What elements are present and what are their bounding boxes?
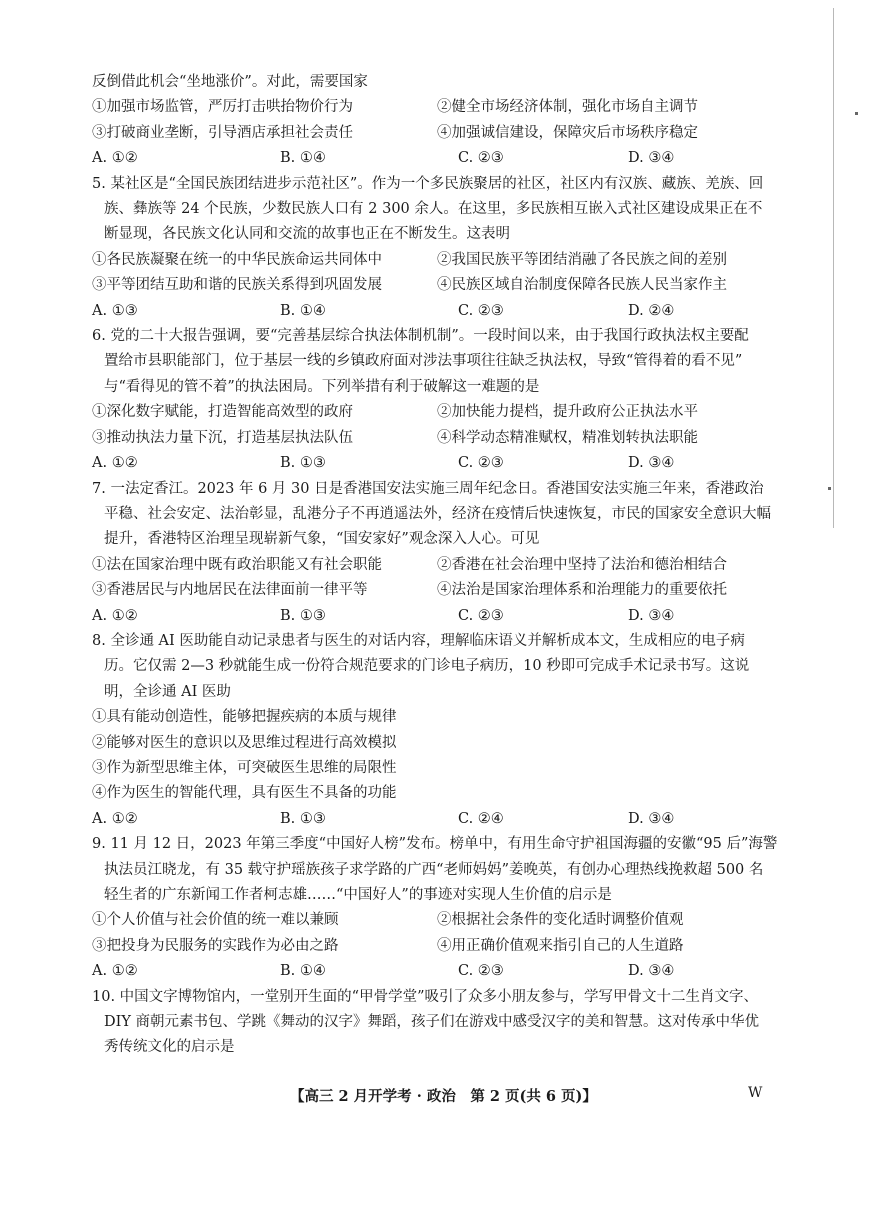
q8-answer-b: B. ①③ [280,810,326,827]
q4-options-row-2 [92,121,782,146]
q4-option-3: ③打破商业垄断，引导酒店承担社会责任 [92,124,353,141]
q7-answer-a: A. ①② [92,607,138,624]
q4-answer-d: D. ③④ [628,150,675,167]
q7-option-2: ②香港在社会治理中坚持了法治和德治相结合 [437,556,727,573]
q8-answer-a: A. ①② [92,810,138,827]
q5-stem-line-1: 5. 某社区是“全国民族团结进步示范社区”。作为一个多民族聚居的社区，社区内有汉族、藏族、羌族、回 [92,175,764,192]
q5-stem-line-2: 族、彝族等 24 个民族，少数民族人口有 2 300 余人。在这里，多民族相互嵌入式社区建设成果正在不 [104,201,763,218]
q6-answers [92,451,782,476]
q9-option-2: ②根据社会条件的变化适时调整价值观 [437,912,684,929]
q7-answer-b: B. ①③ [280,607,326,624]
q4-answers [92,146,782,171]
q4-answer-c: C. ②③ [458,150,504,167]
q9-stem-line-1: 9. 11 月 12 日，2023 年第三季度“中国好人榜”发布。榜单中，有用生命守护祖国海疆的安徽“95 后”海警 [92,836,778,853]
q8-option-2: ②能够对医生的意识以及思维过程进行高效模拟 [92,734,397,751]
q5-options-row-1 [92,248,782,273]
q6-stem-line-3: 与“看得见的管不着”的执法困局。下列举措有利于破解这一难题的是 [104,378,540,395]
scan-dot [855,112,858,115]
q6-answer-c: C. ②③ [458,455,504,472]
q8-answer-c: C. ②④ [458,810,504,827]
q9-answer-d: D. ③④ [628,963,675,980]
q9-option-4: ④用正确价值观来指引自己的人生道路 [437,937,684,954]
q8-stem-line-3: 明，全诊通 AI 医助 [104,683,231,700]
question-4-stem-continuation: 反倒借此机会“坐地涨价”。对此，需要国家 [92,74,368,90]
q10-stem-line-3: 秀传统文化的启示是 [104,1039,235,1056]
q6-option-1: ①深化数字赋能，打造智能高效型的政府 [92,404,353,421]
q8-stem-line-2: 历。它仅需 2—3 秒就能生成一份符合规范要求的门诊电子病历，10 秒即可完成手术记录书写。这说 [104,658,750,675]
q6-stem-line-1: 6. 党的二十大报告强调，要“完善基层综合执法体制机制”。一段时间以来，由于我国行政执法权主要配 [92,328,749,345]
q6-option-4: ④科学动态精准赋权，精准划转执法职能 [437,429,698,446]
footer-mark: W [748,1085,763,1101]
q9-option-3: ③把投身为民服务的实践作为必由之路 [92,937,339,954]
q7-stem-line-3: 提升，香港特区治理呈现崭新气象，“国安家好”观念深入人心。可见 [104,531,540,548]
q6-answer-d: D. ③④ [628,455,675,472]
q6-answer-b: B. ①③ [280,455,326,472]
q4-answer-b: B. ①④ [280,150,326,167]
q7-option-3: ③香港居民与内地居民在法律面前一律平等 [92,582,368,599]
q5-answer-d: D. ②④ [628,302,675,319]
q9-options-row-1 [92,908,782,933]
footer-title: 【高三 2 月开学考 · 政治 第 2 页(共 6 页)】 [290,1088,597,1105]
q5-answer-a: A. ①③ [92,302,138,319]
q9-options-row-2 [92,934,782,959]
q9-answer-c: C. ②③ [458,963,504,980]
q5-option-4: ④民族区域自治制度保障各民族人民当家作主 [437,277,727,294]
scan-edge-line [833,8,834,528]
q4-option-4: ④加强诚信建设，保障灾后市场秩序稳定 [437,124,698,141]
page-footer [0,1085,892,1111]
q9-stem-line-2: 执法员江晓龙，有 35 载守护瑶族孩子求学路的广西“老师妈妈”姜晚英，有创办心理热线挽救超 500 名 [104,861,764,878]
q9-answers [92,959,782,984]
page-content [92,70,782,1061]
q10-stem-line-2: DIY 商朝元素书包、学跳《舞动的汉字》舞蹈，孩子们在游戏中感受汉字的美和智慧。这对传承中华优 [104,1014,760,1031]
q8-answers [92,807,782,832]
q7-option-4: ④法治是国家治理体系和治理能力的重要依托 [437,582,727,599]
q5-answer-b: B. ①④ [280,302,326,319]
q8-stem-line-1: 8. 全诊通 AI 医助能自动记录患者与医生的对话内容，理解临床语义并解析成本文，生成相应的电子病 [92,632,745,649]
q5-answers [92,299,782,324]
q9-answer-a: A. ①② [92,963,138,980]
q5-option-3: ③平等团结互助和谐的民族关系得到巩固发展 [92,277,382,294]
q6-stem-line-2: 置给市县职能部门，位于基层一线的乡镇政府面对涉法事项往往缺乏执法权，导致“管得着的看不见” [104,353,743,370]
q9-answer-b: B. ①④ [280,963,326,980]
q5-option-2: ②我国民族平等团结消融了各民族之间的差别 [437,251,727,268]
q7-option-1: ①法在国家治理中既有政治职能又有社会职能 [92,556,382,573]
q7-stem-line-2: 平稳、社会安定、法治彰显，乱港分子不再逍遥法外，经济在疫情后快速恢复，市民的国家安全意识大幅 [104,505,771,522]
q9-stem-line-3: 轻生者的广东新闻工作者柯志雄……“中国好人”的事迹对实现人生价值的启示是 [104,887,612,903]
q4-options-row-1 [92,95,782,120]
q5-answer-c: C. ②③ [458,302,504,319]
q7-options-row-2 [92,578,782,603]
q5-options-row-2 [92,273,782,298]
q7-answers [92,604,782,629]
q6-option-3: ③推动执法力量下沉，打造基层执法队伍 [92,429,353,446]
q8-option-1: ①具有能动创造性，能够把握疾病的本质与规律 [92,709,397,726]
q6-option-2: ②加快能力提档，提升政府公正执法水平 [437,404,698,421]
q9-option-1: ①个人价值与社会价值的统一难以兼顾 [92,912,339,929]
q7-options-row-1 [92,553,782,578]
q6-options-row-1 [92,400,782,425]
q8-option-4: ④作为医生的智能代理，具有医生不具备的功能 [92,785,397,802]
q7-answer-d: D. ③④ [628,607,675,624]
scan-dot [828,487,831,490]
q8-answer-d: D. ③④ [628,810,675,827]
q6-answer-a: A. ①② [92,455,138,472]
q4-option-2: ②健全市场经济体制，强化市场自主调节 [437,99,698,116]
q4-answer-a: A. ①② [92,150,138,167]
q8-option-3: ③作为新型思维主体，可突破医生思维的局限性 [92,759,397,776]
q5-stem-line-3: 断显现，各民族文化认同和交流的故事也正在不断发生。这表明 [104,226,510,243]
q7-answer-c: C. ②③ [458,607,504,624]
q7-stem-line-1: 7. 一法定香江。2023 年 6 月 30 日是香港国安法实施三周年纪念日。香港国安法实施三年来，香港政治 [92,480,764,497]
q6-options-row-2 [92,426,782,451]
q4-option-1: ①加强市场监管，严厉打击哄抬物价行为 [92,99,353,116]
q5-option-1: ①各民族凝聚在统一的中华民族命运共同体中 [92,251,382,268]
q10-stem-line-1: 10. 中国文字博物馆内，一堂别开生面的“甲骨学堂”吸引了众多小朋友参与，学写甲骨文十二生肖文字、 [92,988,758,1005]
